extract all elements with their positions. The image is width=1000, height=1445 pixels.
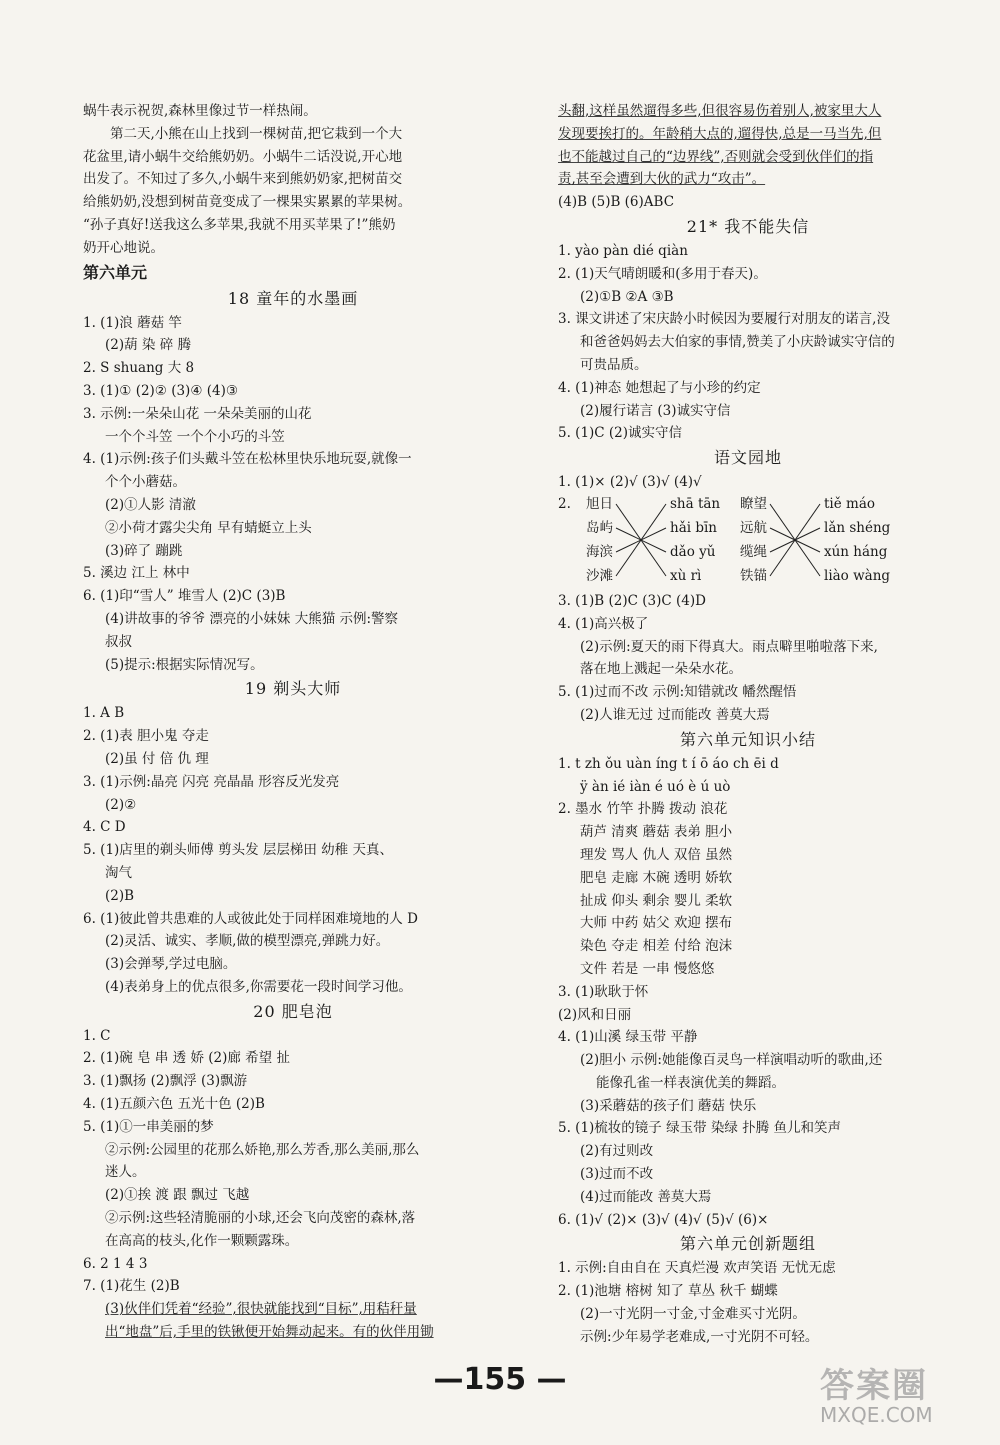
answer-line: 5. (1)过而不改 示例:知错就改 幡然醒悟 (558, 684, 797, 701)
answer-line: (2)有过则改 (580, 1143, 654, 1160)
match-pinyin: tiě máo (824, 495, 876, 512)
answer-line: 6. (1)√ (2)× (3)√ (4)√ (5)√ (6)× (558, 1211, 769, 1228)
match-pinyin: liào wàng (824, 567, 891, 584)
matching-exercise (558, 494, 938, 590)
section-heading: 第六单元知识小结 (679, 729, 816, 749)
answer-line: (4)B (5)B (6)ABC (558, 194, 675, 211)
match-pinyin: dǎo yǔ (670, 543, 716, 560)
answer-line: 4. (1)示例:孩子们头戴斗笠在松林里快乐地玩耍,就像一 (83, 451, 412, 468)
answer-line: (3)采蘑菇的孩子们 蘑菇 快乐 (580, 1097, 757, 1114)
answer-line: 个个小蘑菇。 (105, 474, 186, 491)
answer-line: 在高高的枝头,化作一颗颗露珠。 (105, 1232, 299, 1249)
answer-line: 4. (1)五颜六色 五光十色 (2)B (83, 1096, 265, 1113)
answer-line: (5)提示:根据实际情况写。 (105, 656, 264, 673)
match-pinyin: shā tān (670, 495, 721, 512)
answer-line: 2. (1)天气晴朗暖和(多用于春天)。 (558, 265, 767, 282)
answer-line: 7. (1)花生 (2)B (83, 1278, 180, 1295)
watermark-logo (820, 1358, 995, 1438)
answer-line: (3)伙伴们凭着“经验”,很快就能找到“目标”,用秸秆量 (105, 1301, 417, 1318)
answer-line: “孙子真好!送我这么多苹果,我就不用买苹果了!”熊奶 (83, 216, 396, 233)
answer-line: 理发 骂人 仇人 双倍 虽然 (580, 846, 733, 863)
answer-line: 1. (1)浪 蘑菇 竿 (83, 314, 182, 331)
match-word: 铁锚 (740, 567, 767, 584)
answer-line: 第二天,小熊在山上找到一棵树苗,把它栽到一个大 (110, 125, 403, 142)
answer-line: 和爸爸妈妈去大伯家的事情,赞美了小庆龄诚实守信的 (580, 334, 895, 351)
answer-line: 3. (1)① (2)② (3)④ (4)③ (83, 382, 238, 399)
answer-line: 迷人。 (105, 1164, 146, 1181)
answer-line: 4. (1)山溪 绿玉带 平静 (558, 1029, 698, 1046)
section-heading: 21* 我不能失信 (686, 216, 810, 236)
answer-line: 3. (1)飘扬 (2)飘浮 (3)飘游 (83, 1073, 248, 1090)
right-column (558, 100, 938, 1349)
match-word: 岛屿 (586, 519, 613, 536)
answer-line: 染色 夺走 相差 付给 泡沫 (580, 938, 733, 955)
answer-line: 葫芦 清爽 蘑菇 表弟 胆小 (580, 824, 733, 841)
section-heading: 第六单元创新题组 (679, 1234, 816, 1254)
match-word: 旭日 (586, 495, 613, 512)
unit-heading: 第六单元 (83, 262, 148, 282)
match-word: 海滨 (586, 543, 613, 560)
answer-line: (2)风和日丽 (558, 1006, 632, 1023)
answer-line: 蜗牛表示祝贺,森林里像过节一样热闹。 (83, 103, 317, 119)
right-column-part-b (558, 590, 938, 1349)
answer-line: 6. (1)印“雪人” 堆雪人 (2)C (3)B (83, 588, 286, 605)
right-column-part-a (558, 100, 938, 494)
match-pinyin: xù rì (670, 567, 702, 584)
answer-line: 2. 墨水 竹竿 扑腾 拨动 浪花 (558, 801, 728, 818)
answer-line: 出“地盘”后,手里的铁锹便开始舞动起来。有的伙伴用锄 (105, 1324, 434, 1341)
answer-line: 扯成 仰头 剩余 婴儿 柔软 (580, 892, 733, 909)
answer-line: 4. (1)高兴极了 (558, 615, 649, 632)
answer-line: (2)①人影 清澈 (105, 496, 196, 513)
answer-line: 5. (1)C (2)诚实守信 (558, 425, 683, 442)
left-column (83, 100, 503, 1344)
match-pinyin: xún háng (824, 543, 888, 560)
answer-line: (4)讲故事的爷爷 漂亮的小妹妹 大熊猫 示例:警察 (105, 610, 399, 627)
answer-line: (2)①B ②A ③B (580, 288, 674, 305)
answer-line: (2)人谁无过 过而能改 善莫大焉 (580, 706, 770, 723)
answer-line: 5. (1)梳妆的镜子 绿玉带 染绿 扑腾 鱼儿和笑声 (558, 1120, 841, 1137)
answer-line: 6. (1)彼此曾共患难的人或彼此处于同样困难境地的人 D (83, 910, 418, 927)
answer-line: (3)会弹琴,学过电脑。 (105, 956, 237, 973)
answer-line: 示例:少年易学老难成,一寸光阴不可轻。 (580, 1328, 819, 1345)
watermark-text: 答案圈 (820, 1366, 928, 1406)
answer-line: (2)一寸光阴一寸金,寸金难买寸光阴。 (580, 1306, 806, 1323)
answer-line: 6. 2 1 4 3 (83, 1255, 148, 1272)
answer-line: (3)过而不改 (580, 1166, 654, 1183)
answer-line: 1. 示例:自由自在 天真烂漫 欢声笑语 无忧无虑 (558, 1260, 836, 1277)
answer-line: 1. (1)× (2)√ (3)√ (4)√ (558, 474, 702, 491)
answer-line: (2)② (105, 796, 137, 813)
answer-line: 可贵品质。 (580, 356, 648, 373)
answer-line: 1. C (83, 1027, 111, 1044)
answer-line: 2. (1)碗 皂 串 透 娇 (2)廊 希望 扯 (83, 1050, 290, 1067)
match-number: 2. (558, 495, 571, 512)
answer-line: 1. yào pàn dié qiàn (558, 242, 688, 259)
match-pinyin: hǎi bīn (670, 519, 718, 536)
answer-line: ÿ àn ié iàn é uó è ú uò (580, 778, 731, 795)
answer-line: 也不能越过自己的“边界线”,否则就会受到伙伴们的指 (558, 148, 874, 165)
answer-line: 5. 溪边 江上 林中 (83, 565, 190, 582)
answer-line: 能像孔雀一样表演优美的舞蹈。 (596, 1074, 785, 1091)
answer-line: 5. (1)①一串美丽的梦 (83, 1118, 214, 1135)
answer-line: 4. C D (83, 819, 126, 836)
answer-line: 肥皂 走廊 木碗 透明 娇软 (580, 869, 733, 886)
match-word: 沙滩 (586, 567, 613, 584)
match-pinyin: lǎn shéng (824, 519, 891, 536)
answer-line: (3)碎了 蹦跳 (105, 542, 183, 559)
answer-line: 奶开心地说。 (83, 239, 164, 256)
answer-line: 淘气 (105, 864, 132, 881)
answer-line: ②小荷才露尖尖角 早有蜻蜓立上头 (105, 519, 312, 536)
match-word: 远航 (740, 519, 767, 536)
answer-line: 2. S shuang 大 8 (83, 360, 195, 377)
watermark-url: MXQE.COM (820, 1403, 933, 1427)
answer-line: 责,甚至会遭到大伙的武力“攻击”。 (558, 171, 766, 188)
answer-line: 一个个斗笠 一个个小巧的斗笠 (105, 428, 285, 445)
answer-line: (2)B (105, 887, 135, 904)
answer-line: 头翻,这样虽然遛得多些,但很容易伤着别人,被家里大人 (558, 103, 882, 119)
answer-line: 1. t zh ǒu uàn íng t í ō áo ch ēi d (558, 755, 779, 772)
section-heading: 18 童年的水墨画 (227, 288, 359, 308)
answer-line: (2)虽 付 倍 仇 理 (105, 750, 209, 767)
answer-line: 4. (1)神态 她想起了与小珍的约定 (558, 379, 761, 396)
answer-line: 大师 中药 姑父 欢迎 摆布 (580, 915, 733, 932)
answer-line: 文件 若是 一串 慢悠悠 (580, 960, 715, 977)
answer-line: 出发了。不知过了多久,小蜗牛来到熊奶奶家,把树苗交 (83, 171, 403, 188)
match-word: 瞭望 (740, 495, 767, 512)
answer-line: 3. 示例:一朵朵山花 一朵朵美丽的山花 (83, 405, 312, 422)
answer-line: 3. (1)B (2)C (3)C (4)D (558, 592, 706, 609)
match-word: 缆绳 (740, 543, 767, 560)
answer-line: 发现要挨打的。年龄稍大点的,遛得快,总是一马当先,但 (558, 125, 882, 142)
answer-line: 给熊奶奶,没想到树苗竟变成了一棵果实累累的苹果树。 (83, 194, 412, 211)
match-lines (558, 494, 938, 590)
answer-line: (4)表弟身上的优点很多,你需要花一段时间学习他。 (105, 978, 412, 995)
section-heading: 19 剃头大师 (244, 679, 342, 699)
answer-line: (4)过而能改 善莫大焉 (580, 1188, 712, 1205)
answer-line: 1. A B (83, 705, 125, 722)
answer-line: 叔叔 (105, 633, 132, 650)
section-heading: 语文园地 (713, 448, 782, 468)
answer-line: (2)胆小 示例:她能像百灵鸟一样演唱动听的歌曲,还 (580, 1052, 883, 1069)
answer-line: 2. (1)池塘 榕树 知了 草丛 秋千 蝴蝶 (558, 1283, 778, 1300)
answer-line: 5. (1)店里的剃头师傅 剪头发 层层梯田 幼稚 天真、 (83, 842, 393, 859)
answer-line: ②示例:公园里的花那么娇艳,那么芳香,那么美丽,那么 (105, 1141, 420, 1158)
answer-line: (2)①挨 渡 跟 飘过 飞越 (105, 1187, 250, 1204)
answer-line: (2)履行诺言 (3)诚实守信 (580, 402, 731, 419)
answer-line: 花盆里,请小蜗牛交给熊奶奶。小蜗牛二话没说,开心地 (83, 148, 403, 165)
answer-line: ②示例:这些轻清脆丽的小球,还会飞向茂密的森林,落 (105, 1210, 416, 1227)
answer-line: (2)示例:夏天的雨下得真大。雨点噼里啪啦落下来, (580, 638, 878, 655)
answer-line: (2)葫 染 碎 腾 (105, 337, 191, 354)
answer-line: 3. (1)耿耿于怀 (558, 983, 649, 1000)
answer-line: 2. (1)表 胆小鬼 夺走 (83, 728, 209, 745)
answer-line: 落在地上溅起一朵朵水花。 (580, 661, 742, 678)
answer-line: 3. 课文讲述了宋庆龄小时候因为要履行对朋友的诺言,没 (558, 311, 890, 328)
section-heading: 20 肥皂泡 (253, 1001, 333, 1021)
answer-line: (2)灵活、诚实、孝顺,做的模型漂亮,弹跳力好。 (105, 933, 390, 950)
answer-line: 3. (1)示例:晶亮 闪亮 亮晶晶 形容反光发亮 (83, 773, 340, 790)
page-number: —155 — (433, 1362, 567, 1397)
